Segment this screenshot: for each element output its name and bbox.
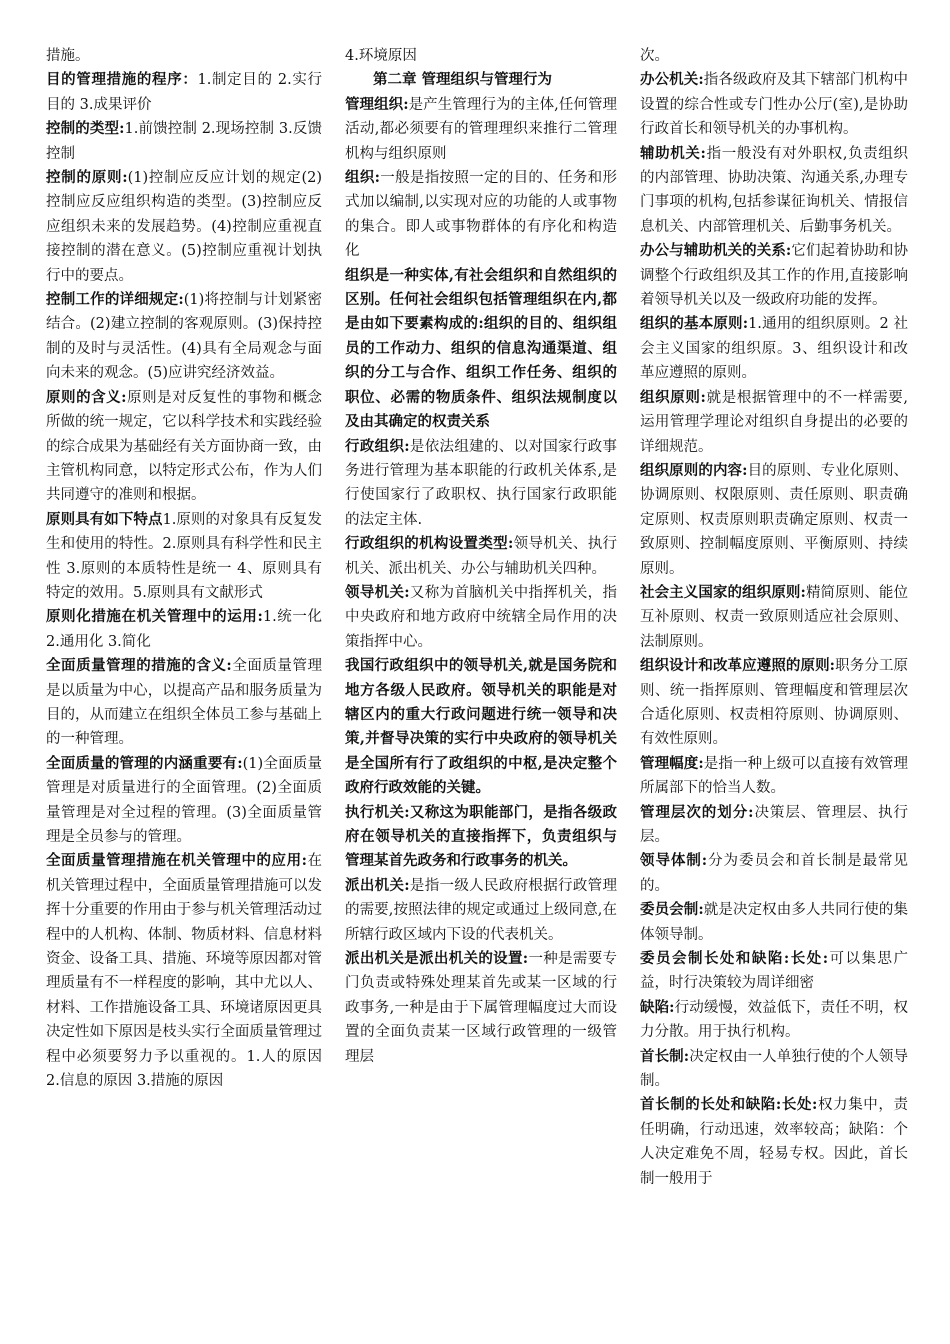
paragraph-text: 是指一种上级可以直接有效管理所属部下的恰当人数。 [640,755,908,797]
paragraph-heading: 派出机关是派出机关的设置: [345,950,529,968]
paragraph-text: 1.制定目的 2.实行目的 3.成果评价 [46,72,323,113]
paragraph [345,166,617,264]
paragraph-heading: 全面质量的管理的内涵重要有: [46,754,243,772]
paragraph-heading: 行政组织: [345,437,410,455]
paragraph-text: 4.环境原因 [345,48,417,64]
paragraph-text: 执行机关:又称这为职能部门，是指各级政府在领导机关的直接指挥下，负责组织与管理某首先政务和行政事务的机关。 [345,803,617,870]
paragraph [345,947,617,1069]
paragraph-text: (1)控制应反应计划的规定(2)控制应反应组织构造的类型。(3)控制应反应组织未来的发展趋势。(4)控制应重视直接控制的潜在意义。(5)控制应重视计划执行中的要点。 [46,170,322,284]
paragraph-text: 是产生管理行为的主体,任何管理活动,都必须要有的管理理织来推行二管理机构与组织原则 [345,96,618,162]
text-column-1 [46,44,322,1093]
chapter-heading [345,68,617,92]
paragraph-text: 精简原则、能位互补原则、权责一致原则适应社会原则、法制原则。 [640,584,908,650]
paragraph [46,654,322,752]
paragraph-text: 1.前馈控制 2.现场控制 3.反馈控制 [46,121,322,162]
paragraph [640,752,908,801]
paragraph-heading: 缺陷: [640,998,675,1016]
paragraph-heading: 组织原则: [640,388,706,406]
paragraph [640,898,908,947]
paragraph-text: 就是决定权由多人共同行使的集体领导制。 [640,902,908,943]
paragraph-heading: 原则化措施在机关管理中的运用: [46,608,263,626]
paragraph-text: 1.通用的组织原则。2 社会主义国家的组织原。3、组织设计和改革应遵照的原则。 [640,316,908,382]
paragraph [345,44,617,68]
paragraph-heading: 管理组织: [345,95,409,113]
paragraph-text: 决定权由一人单独行使的个人领导制。 [640,1048,909,1090]
paragraph-text: 它们起着协助和协调整个行政组织及其工作的作用,直接影响着领导机关以及一级政府功能的发挥。 [640,243,908,309]
paragraph-heading: 首长制: [640,1047,690,1065]
paragraph [345,93,617,166]
paragraph [345,654,617,800]
paragraph [640,581,908,654]
paragraph-heading: 辅助机关: [640,144,706,162]
paragraph [640,947,908,996]
paragraph [345,264,617,435]
paragraph-text: 一般是指按照一定的目的、任务和形式加以编制,以实现对应的功能的人或事物的集合。即人或事物群体的有序化和构造化 [345,170,617,260]
paragraph-text: (1)将控制与计划紧密结合。(2)建立控制的客观原则。(3)保持控制的及时与灵活性。(4)具有全局观念与面向未来的观念。(5)应讲究经济效益。 [46,292,322,382]
paragraph-heading: 全面质量管理的措施的含义: [46,657,232,675]
paragraph-heading: 委员会制: [640,901,704,919]
paragraph-text: 我国行政组织中的领导机关,就是国务院和地方各级人民政府。领导机关的职能是对辖区内的重大行政问题进行统一领导和决策,并督导决策的实行中央政府的领导机关是全国所有行了政组织的中枢,是决定整个政府行政效能的关键。 [345,657,617,797]
paragraph-text: 目的原则、专业化原则、协调原则、权限原则、责任原则、职责确定原则、权责原则职责确定原则、权责一致原则、控制幅度原则、平衡原则、持续原则。 [640,462,909,577]
paragraph-heading: 社会主义国家的组织原则: [640,583,806,601]
paragraph [640,239,908,312]
paragraph [640,44,908,68]
paragraph [345,581,617,654]
paragraph-text: 决策层、管理层、执行层。 [640,804,908,845]
paragraph [640,68,908,141]
paragraph-heading: 委员会制长处和缺陷:长处: [640,950,829,968]
paragraph-heading: 控制的原则: [46,169,128,187]
paragraph-heading: 组织原则的内容: [640,461,748,479]
paragraph [46,288,322,386]
paragraph [46,849,322,1093]
paragraph-text: 是指一级人民政府根据行政管理的需要,按照法律的规定或通过上级同意,在所辖行政区域内下设的代表机关。 [345,877,617,943]
paragraph [46,752,322,850]
text-column-2 [345,44,617,1069]
paragraph-text: 指各级政府及其下辖部门机构中设置的综合性或专门性办公厅(室),是协助行政首长和领导机关的办事机构。 [640,72,908,138]
paragraph-heading: 首长制的长处和缺陷:长处: [640,1096,818,1114]
paragraph [46,166,322,288]
paragraph-text: 1.原则的对象具有反复发生和使用的特性。2.原则具有科学性和民主性 3.原则的本质特性是统一 4、原则具有特定的效用。5.原则具有文献形式 [46,511,322,601]
paragraph [46,605,322,654]
paragraph-text: 领导机关、执行机关、派出机关、办公与辅助机关四种。 [345,536,618,577]
paragraph-heading: 组织: [345,169,380,187]
paragraph [46,386,322,508]
paragraph-text: (1)全面质量管理是对质量进行的全面管理。(2)全面质量管理是对全过程的管理。(3)全面质量管理是全员参与的管理。 [46,755,322,845]
paragraph-text: 在机关管理过程中，全面质量管理措施可以发挥十分重要的作用由于参与机关管理活动过程中的人机构、体制、物质材料、信息材料资金、设备工具、措施、环境等原因都对管理质量有不一样程度的影响，其中尤以人、材料、工作措施设备工具、环境诸原因更具决定性如下原因是枝头实行全面质量管理过程中必须要努力予以重视的。1.人的原因 2.信息的原因 3.措施的原因 [46,853,323,1090]
paragraph-text: 次。 [640,48,669,64]
paragraph-text: 措施。 [46,48,90,64]
paragraph-heading: 原则的含义: [46,388,127,406]
paragraph-text: 一种是需要专门负责或特殊处理某首先或某一区域的行政事务,一种是由于下属管理幅度过大而设置的全面负责某一区域行政管理的一级管理层 [345,951,618,1065]
paragraph [640,996,908,1045]
paragraph-heading: 控制工作的详细规定: [46,291,184,309]
paragraph-text: 可以集思广益，时行决策较为周详细密 [640,951,908,992]
paragraph [345,801,617,874]
paragraph-text: 行动缓慢，效益低下，责任不明，权力分散。用于执行机构。 [640,999,909,1041]
text-column-3 [640,44,908,1191]
paragraph [46,508,322,606]
paragraph-heading: 行政组织的机构设置类型: [345,535,514,553]
paragraph [640,654,908,752]
paragraph [345,435,617,533]
paragraph [46,68,322,117]
paragraph-text: 职务分工原则、统一指挥原则、管理幅度和管理层次合适化原则、权责相符原则、协调原则、有效性原则。 [640,658,909,748]
paragraph-text: 1.统一化 2.通用化 3.简化 [46,609,322,650]
paragraph [46,44,322,68]
paragraph-text: 指一般没有对外职权,负责组织的内部管理、协助决策、沟通关系,办理专门事项的机构,包括参谋征询机关、情报信息机关、内部管理机关、后勤事务机关。 [640,145,908,235]
paragraph-heading: 组织的基本原则: [640,315,749,333]
paragraph-text: 又称为首脑机关中指挥机关，指中央政府和地方政府中统辖全局作用的决策指挥中心。 [345,584,617,650]
paragraph [640,459,908,581]
paragraph-text: 就是根据管理中的不一样需要,运用管理学理论对组织自身提出的必要的详细规范。 [640,389,908,455]
paragraph [345,874,617,947]
paragraph [640,849,908,898]
paragraph-heading: 管理幅度: [640,754,704,772]
paragraph-heading: 领导体制: [640,852,708,870]
paragraph-heading: 管理层次的划分: [640,803,754,821]
paragraph-text: 全面质量管理是以质量为中心，以提高产品和服务质量为目的，从而建立在组织全体员工参与基础上的一种管理。 [46,658,322,748]
paragraph [640,312,908,385]
paragraph-heading: 目的管理措施的程序： [46,71,198,89]
paragraph [46,117,322,166]
paragraph-heading: 领导机关: [345,583,410,601]
paragraph-heading: 组织设计和改革应遵照的原则: [640,657,836,675]
paragraph-text: 第二章 管理组织与管理行为 [373,71,553,89]
paragraph-heading: 派出机关: [345,876,410,894]
paragraph-text: 是依法组建的、以对国家行政事务进行管理为基本职能的行政机关体系,是行使国家行了政职权、执行国家行政职能的法定主体. [345,438,617,528]
paragraph [640,1093,908,1191]
paragraph [640,142,908,240]
paragraph-text: 权力集中，责任明确，行动迅速，效率较高；缺陷：个人决定难免不周，轻易专权。因此，首长制一般用于 [640,1097,908,1187]
paragraph-heading: 全面质量管理措施在机关管理中的应用: [46,852,307,870]
paragraph [640,386,908,459]
paragraph [640,801,908,850]
paragraph-text: 原则是对反复性的事物和概念所做的统一规定，它以科学技术和实践经验的综合成果为基础经有关方面协商一致，由主管机构同意，以特定形式公布，作为人们共同遵守的准则和根据。 [46,389,322,504]
paragraph-heading: 控制的类型: [46,120,125,138]
paragraph-heading: 原则具有如下特点 [46,510,163,528]
paragraph-text: 组织是一种实体,有社会组织和自然组织的区别。任何社会组织包括管理组织在内,都是由如下要素构成的:组织的目的、组织组员的工作动力、组织的信息沟通渠道、组织的分工与合作、组织工作任务、组织的职位、必需的物质条件、组织法规制度以及由其确定的权责关系 [345,266,617,431]
paragraph [640,1045,908,1094]
paragraph-heading: 办公机关: [640,71,704,89]
paragraph [345,532,617,581]
paragraph-heading: 办公与辅助机关的关系: [640,242,792,260]
paragraph-text: 分为委员会和首长制是最常见的。 [640,853,908,894]
